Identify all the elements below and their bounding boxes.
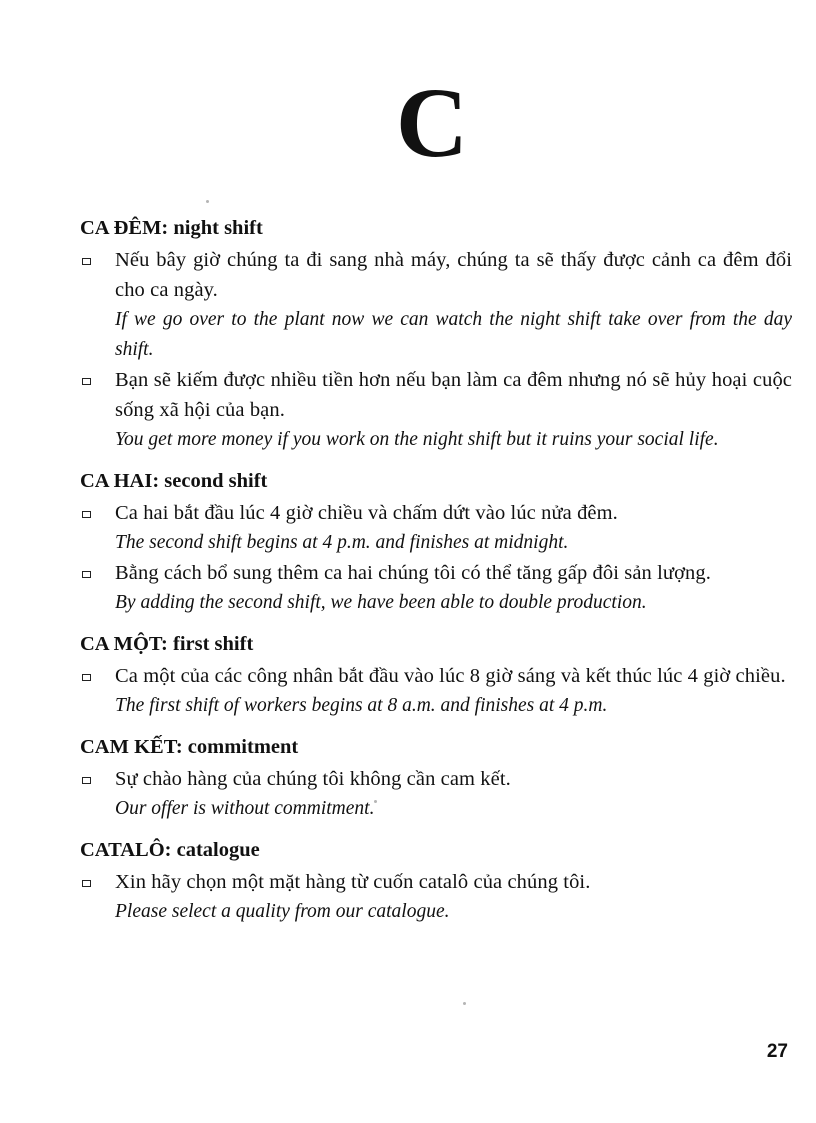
entry-headword: CATALÔ: catalogue (80, 839, 260, 861)
entry-headword: CA HAI: second shift (80, 470, 268, 492)
square-bullet-icon (82, 880, 91, 887)
example-item (80, 558, 792, 618)
scan-speck (374, 800, 377, 803)
example-vietnamese: Xin hãy chọn một mặt hàng từ cuốn catalô của chúng tôi. (115, 871, 591, 893)
example-english: The second shift begins at 4 p.m. and finishes at midnight. (115, 532, 569, 553)
example-vietnamese: Ca hai bắt đầu lúc 4 giờ chiều và chấm dứt vào lúc nửa đêm. (115, 502, 618, 524)
example-english: If we go over to the plant now we can watch the night shift take over from the day shift. (115, 309, 792, 360)
square-bullet-icon (82, 777, 91, 784)
entry-headword: CAM KẾT: commitment (80, 736, 299, 758)
entry-headword: CA MỘT: first shift (80, 633, 254, 655)
example-english: You get more money if you work on the night shift but it ruins your social life. (115, 429, 719, 450)
entry-ca-mot (80, 628, 792, 721)
entry-ca-dem (80, 212, 792, 455)
square-bullet-icon (82, 511, 91, 518)
example-item (80, 661, 792, 721)
example-english: Please select a quality from our catalogue. (115, 901, 450, 922)
example-english: By adding the second shift, we have been able to double production. (115, 592, 647, 613)
example-vietnamese: Bằng cách bổ sung thêm ca hai chúng tôi có thể tăng gấp đôi sản lượng. (115, 562, 711, 584)
page-number: 27 (766, 1041, 788, 1062)
entry-cam-ket (80, 731, 792, 824)
section-letter-heading: C (395, 67, 469, 178)
example-english: Our offer is without commitment. (115, 798, 375, 819)
entry-catalo (80, 834, 792, 927)
scan-speck (463, 1002, 466, 1005)
example-item (80, 764, 792, 824)
square-bullet-icon (82, 258, 91, 265)
square-bullet-icon (82, 674, 91, 681)
entry-ca-hai (80, 465, 792, 618)
example-vietnamese: Bạn sẽ kiếm được nhiều tiền hơn nếu bạn làm ca đêm nhưng nó sẽ hủy hoại cuộc sống xã hội của bạn. (115, 369, 792, 421)
example-item (80, 365, 792, 455)
example-item (80, 498, 792, 558)
square-bullet-icon (82, 571, 91, 578)
example-english: The first shift of workers begins at 8 a.m. and finishes at 4 p.m. (115, 695, 608, 716)
example-item (80, 245, 792, 365)
square-bullet-icon (82, 378, 91, 385)
example-vietnamese: Ca một của các công nhân bắt đầu vào lúc 8 giờ sáng và kết thúc lúc 4 giờ chiều. (115, 665, 786, 687)
example-vietnamese: Sự chào hàng của chúng tôi không cần cam kết. (115, 768, 511, 790)
scan-speck (206, 200, 209, 203)
entry-headword: CA ĐÊM: night shift (80, 217, 263, 239)
entries-container (80, 212, 792, 927)
example-vietnamese: Nếu bây giờ chúng ta đi sang nhà máy, chúng ta sẽ thấy được cảnh ca đêm đổi cho ca ngày. (115, 249, 792, 301)
example-item (80, 867, 792, 927)
